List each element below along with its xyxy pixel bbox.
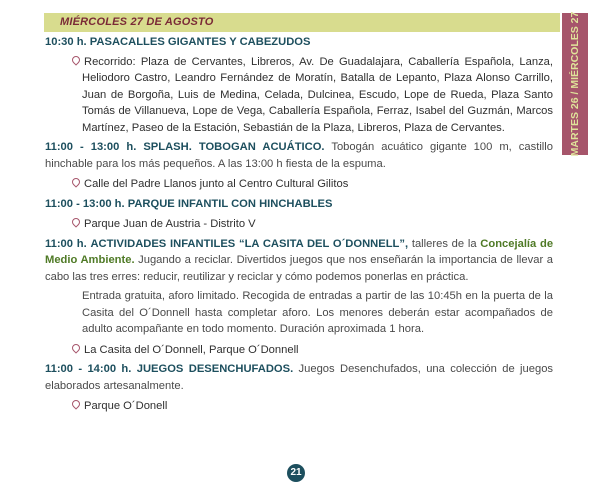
event-heading	[45, 196, 553, 213]
location-pin-icon	[70, 342, 81, 353]
event-4	[45, 236, 553, 359]
location-pin-icon	[70, 398, 81, 409]
event-title: PASACALLES GIGANTES Y CABEZUDOS	[89, 36, 311, 48]
event-description: Tobogán acuático gigante 100 m, castillo hinchable para los más pequeños. A las 13:00 h fiesta de la espuma.	[45, 141, 553, 170]
event-heading	[45, 139, 553, 172]
event-time: 10:30 h.	[45, 36, 87, 48]
location-text: Plaza de Cervantes, Libreros, Av. De Guadalajara, Caballería Española, Lanza, Heliodoro Castro, Leandro Fernández de Moratín, Batalla de Lepanto, Plaza Alonso Carrillo, Juan de Borgoña, Luis de Medina, Celada, Dulcinea, Escudo, Lope de Rueda, Plaza Santo Tomás de Villanueva, Lope de Vega, Caballería Española, Ferraz, Isabel del Guzmán, Marcos Martínez, Paseo de la Estación, Sebastián de la Plaza, Libreros, Plaza de Cervantes.	[82, 55, 553, 134]
location-pin-icon	[70, 216, 81, 227]
location-pin-icon	[70, 176, 81, 187]
event-time: 11:00 - 13:00 h.	[45, 197, 125, 210]
event-location	[45, 176, 553, 193]
event-title: PARQUE INFANTIL CON HINCHABLES	[127, 197, 333, 210]
event-2	[45, 139, 553, 193]
event-5	[45, 361, 553, 415]
event-time: 11:00 - 13:00 h.	[45, 141, 137, 153]
event-location	[45, 216, 553, 233]
event-heading	[45, 34, 553, 51]
event-location	[45, 398, 553, 415]
location-text: Calle del Padre Llanos junto al Centro Cultural Gilitos	[84, 178, 349, 190]
day-header-label: MIÉRCOLES 27 DE AGOSTO	[60, 16, 214, 28]
event-list	[45, 34, 553, 418]
event-heading	[45, 361, 553, 394]
day-header-band	[44, 13, 560, 32]
location-label: Recorrido:	[84, 55, 136, 68]
event-location	[45, 342, 553, 359]
event-description: Jugando a reciclar. Divertidos juegos que nos enseñarán la importancia de llevar a cabo las tres erres: reducir, reutilizar y reciclar y cómo podemos ponerlas en práctica.	[45, 254, 553, 283]
organizer-highlight: Concejalía de Medio Ambiente.	[45, 237, 554, 266]
event-description-intro: talleres de la	[411, 237, 477, 250]
event-time: 11:00 h.	[45, 237, 87, 250]
page-number: 21	[287, 464, 305, 482]
event-title: ACTIVIDADES INFANTILES “LA CASITA DEL O´DONNELL”,	[90, 237, 409, 250]
side-date-tab	[562, 13, 588, 155]
event-time: 11:00 - 14:00 h.	[45, 363, 132, 375]
location-text: La Casita del O´Donnell, Parque O´Donnell	[84, 343, 299, 356]
event-title: JUEGOS DESENCHUFADOS.	[136, 363, 294, 375]
event-location	[45, 54, 553, 137]
location-text: Parque O´Donell	[84, 400, 168, 412]
event-description: Juegos Desenchufados, una colección de juegos elaborados artesanalmente.	[45, 363, 554, 392]
side-date-label: MARTES 26 / MIÉRCOLES 27	[569, 11, 581, 157]
event-3	[45, 196, 553, 233]
event-extra-info: Entrada gratuita, aforo limitado. Recogida de entradas a partir de las 10:45h en la puerta de la Casita del O´Donnell hasta completar aforo. Los menores deberán estar acompañados de adulto acompañante en todo momento. Duración aproximada 1 hora.	[82, 290, 553, 335]
event-title: SPLASH. TOBOGAN ACUÁTICO.	[143, 141, 325, 153]
location-text: Parque Juan de Austria - Distrito V	[84, 218, 256, 230]
location-pin-icon	[70, 54, 81, 65]
event-1	[45, 34, 553, 136]
event-heading	[45, 236, 553, 286]
